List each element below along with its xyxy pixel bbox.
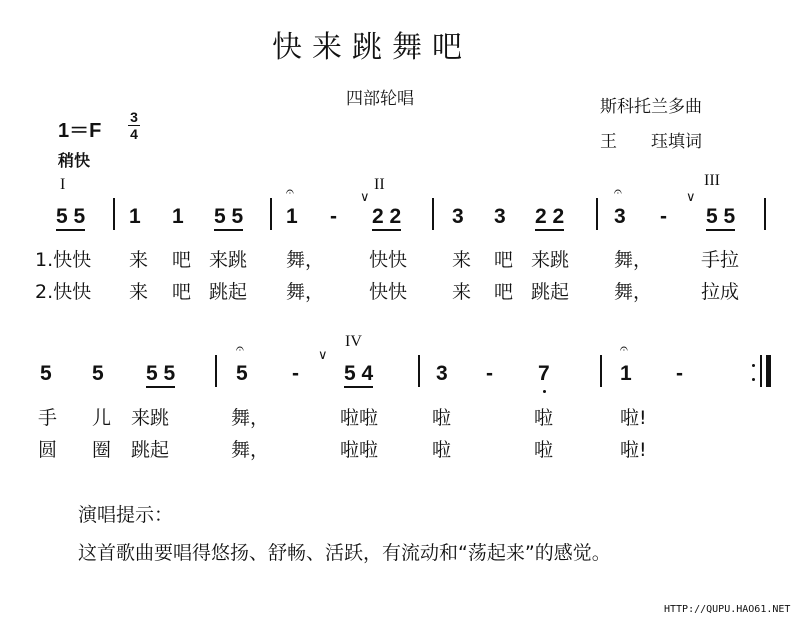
- breath-mark-icon: ∨: [686, 190, 696, 205]
- barline: [764, 198, 766, 230]
- lyric: 手拉: [701, 249, 740, 271]
- barline: [596, 198, 598, 230]
- lyric: 吧: [494, 249, 514, 271]
- lower-octave-dot: [543, 390, 546, 393]
- repeat-dot: [752, 378, 755, 381]
- lyric: 吧: [494, 281, 514, 303]
- lyric: 2.快快: [35, 281, 92, 303]
- lyric: 儿: [92, 407, 112, 429]
- fermata-icon: 𝄐: [614, 184, 622, 200]
- part-marker-1: I: [60, 176, 66, 193]
- lyric: 啦: [432, 407, 452, 429]
- note: 5: [92, 362, 104, 385]
- watermark-url: HTTP://QUPU.HAO61.NET: [664, 604, 791, 615]
- repeat-dot: [752, 364, 755, 367]
- dash: -: [330, 205, 337, 228]
- note: 1: [129, 205, 141, 228]
- lyric: 舞，: [614, 249, 653, 271]
- key-signature: 1＝F: [58, 120, 102, 142]
- breath-mark-icon: ∨: [360, 190, 370, 205]
- lyric: 啦!: [620, 407, 647, 429]
- lyric: 来跳: [531, 249, 570, 271]
- time-sig-denominator: 4: [130, 126, 138, 142]
- barline: [113, 198, 115, 230]
- lyric: 舞，: [614, 281, 653, 303]
- barline: [418, 355, 420, 387]
- lyric: 吧: [172, 249, 192, 271]
- composer: 斯科托兰多曲: [600, 97, 702, 117]
- lyric: 吧: [172, 281, 192, 303]
- part-marker-4: IV: [345, 333, 362, 350]
- breath-mark-icon: ∨: [318, 348, 328, 363]
- lyric: 快快: [369, 281, 408, 303]
- note-group: 5 5: [56, 205, 85, 231]
- lyric: 来: [129, 281, 149, 303]
- fermata-icon: 𝄐: [286, 184, 294, 200]
- lyric: 跳起: [531, 281, 570, 303]
- final-barline: [766, 355, 771, 387]
- lyricist: 王 珏填词: [600, 132, 702, 152]
- lyric: 圆: [38, 439, 58, 461]
- note-group: 5 5: [214, 205, 243, 231]
- lyric: 啦啦: [340, 439, 379, 461]
- fermata-icon: 𝄐: [620, 341, 628, 357]
- lyric: 来: [129, 249, 149, 271]
- lyric: 跳起: [209, 281, 248, 303]
- note: 3: [614, 205, 626, 228]
- barline: [600, 355, 602, 387]
- dash: -: [676, 362, 683, 385]
- barline: [215, 355, 217, 387]
- tips-text: 这首歌曲要唱得悠扬、舒畅、活跃，有流动和“荡起来”的感觉。: [78, 542, 611, 564]
- lyric: 啦: [534, 407, 554, 429]
- note: 1: [172, 205, 184, 228]
- lyric: 来: [452, 281, 472, 303]
- lyric: 拉成: [701, 281, 740, 303]
- note: 1: [620, 362, 632, 385]
- lyric: 来跳: [209, 249, 248, 271]
- lyric: 快快: [369, 249, 408, 271]
- lyric: 圈: [92, 439, 112, 461]
- tempo-marking: 稍快: [58, 151, 91, 170]
- note: 5: [236, 362, 248, 385]
- lyric: 啦: [534, 439, 554, 461]
- barline: [432, 198, 434, 230]
- part-marker-2: II: [374, 176, 385, 193]
- song-title: 快来跳舞吧: [272, 30, 472, 65]
- lyric: 1.快快: [35, 249, 92, 271]
- lyric: 舞，: [231, 407, 270, 429]
- time-sig-numerator: 3: [130, 109, 138, 125]
- lyric: 来: [452, 249, 472, 271]
- note: 1: [286, 205, 298, 228]
- note-group: 5 4: [344, 362, 373, 388]
- dash: -: [486, 362, 493, 385]
- note: 3: [452, 205, 464, 228]
- lyric: 舞，: [231, 439, 270, 461]
- barline: [270, 198, 272, 230]
- lyric: 啦!: [620, 439, 647, 461]
- note-group: 2 2: [535, 205, 564, 231]
- lyric: 啦啦: [340, 407, 379, 429]
- barline: [760, 355, 762, 387]
- note-group: 5 5: [706, 205, 735, 231]
- lyric: 来跳: [131, 407, 170, 429]
- time-signature: [128, 110, 140, 141]
- subtitle: 四部轮唱: [346, 89, 414, 109]
- note-group: 2 2: [372, 205, 401, 231]
- dash: -: [660, 205, 667, 228]
- lyric: 舞，: [286, 249, 325, 271]
- note: 3: [436, 362, 448, 385]
- note: 7: [538, 362, 550, 385]
- note: 3: [494, 205, 506, 228]
- dash: -: [292, 362, 299, 385]
- lyric: 啦: [432, 439, 452, 461]
- note: 5: [40, 362, 52, 385]
- note-group: 5 5: [146, 362, 175, 388]
- tips-heading: 演唱提示：: [78, 504, 174, 526]
- part-marker-3: III: [704, 172, 720, 189]
- lyric: 舞，: [286, 281, 325, 303]
- lyric: 手: [38, 407, 58, 429]
- lyric: 跳起: [131, 439, 170, 461]
- fermata-icon: 𝄐: [236, 341, 244, 357]
